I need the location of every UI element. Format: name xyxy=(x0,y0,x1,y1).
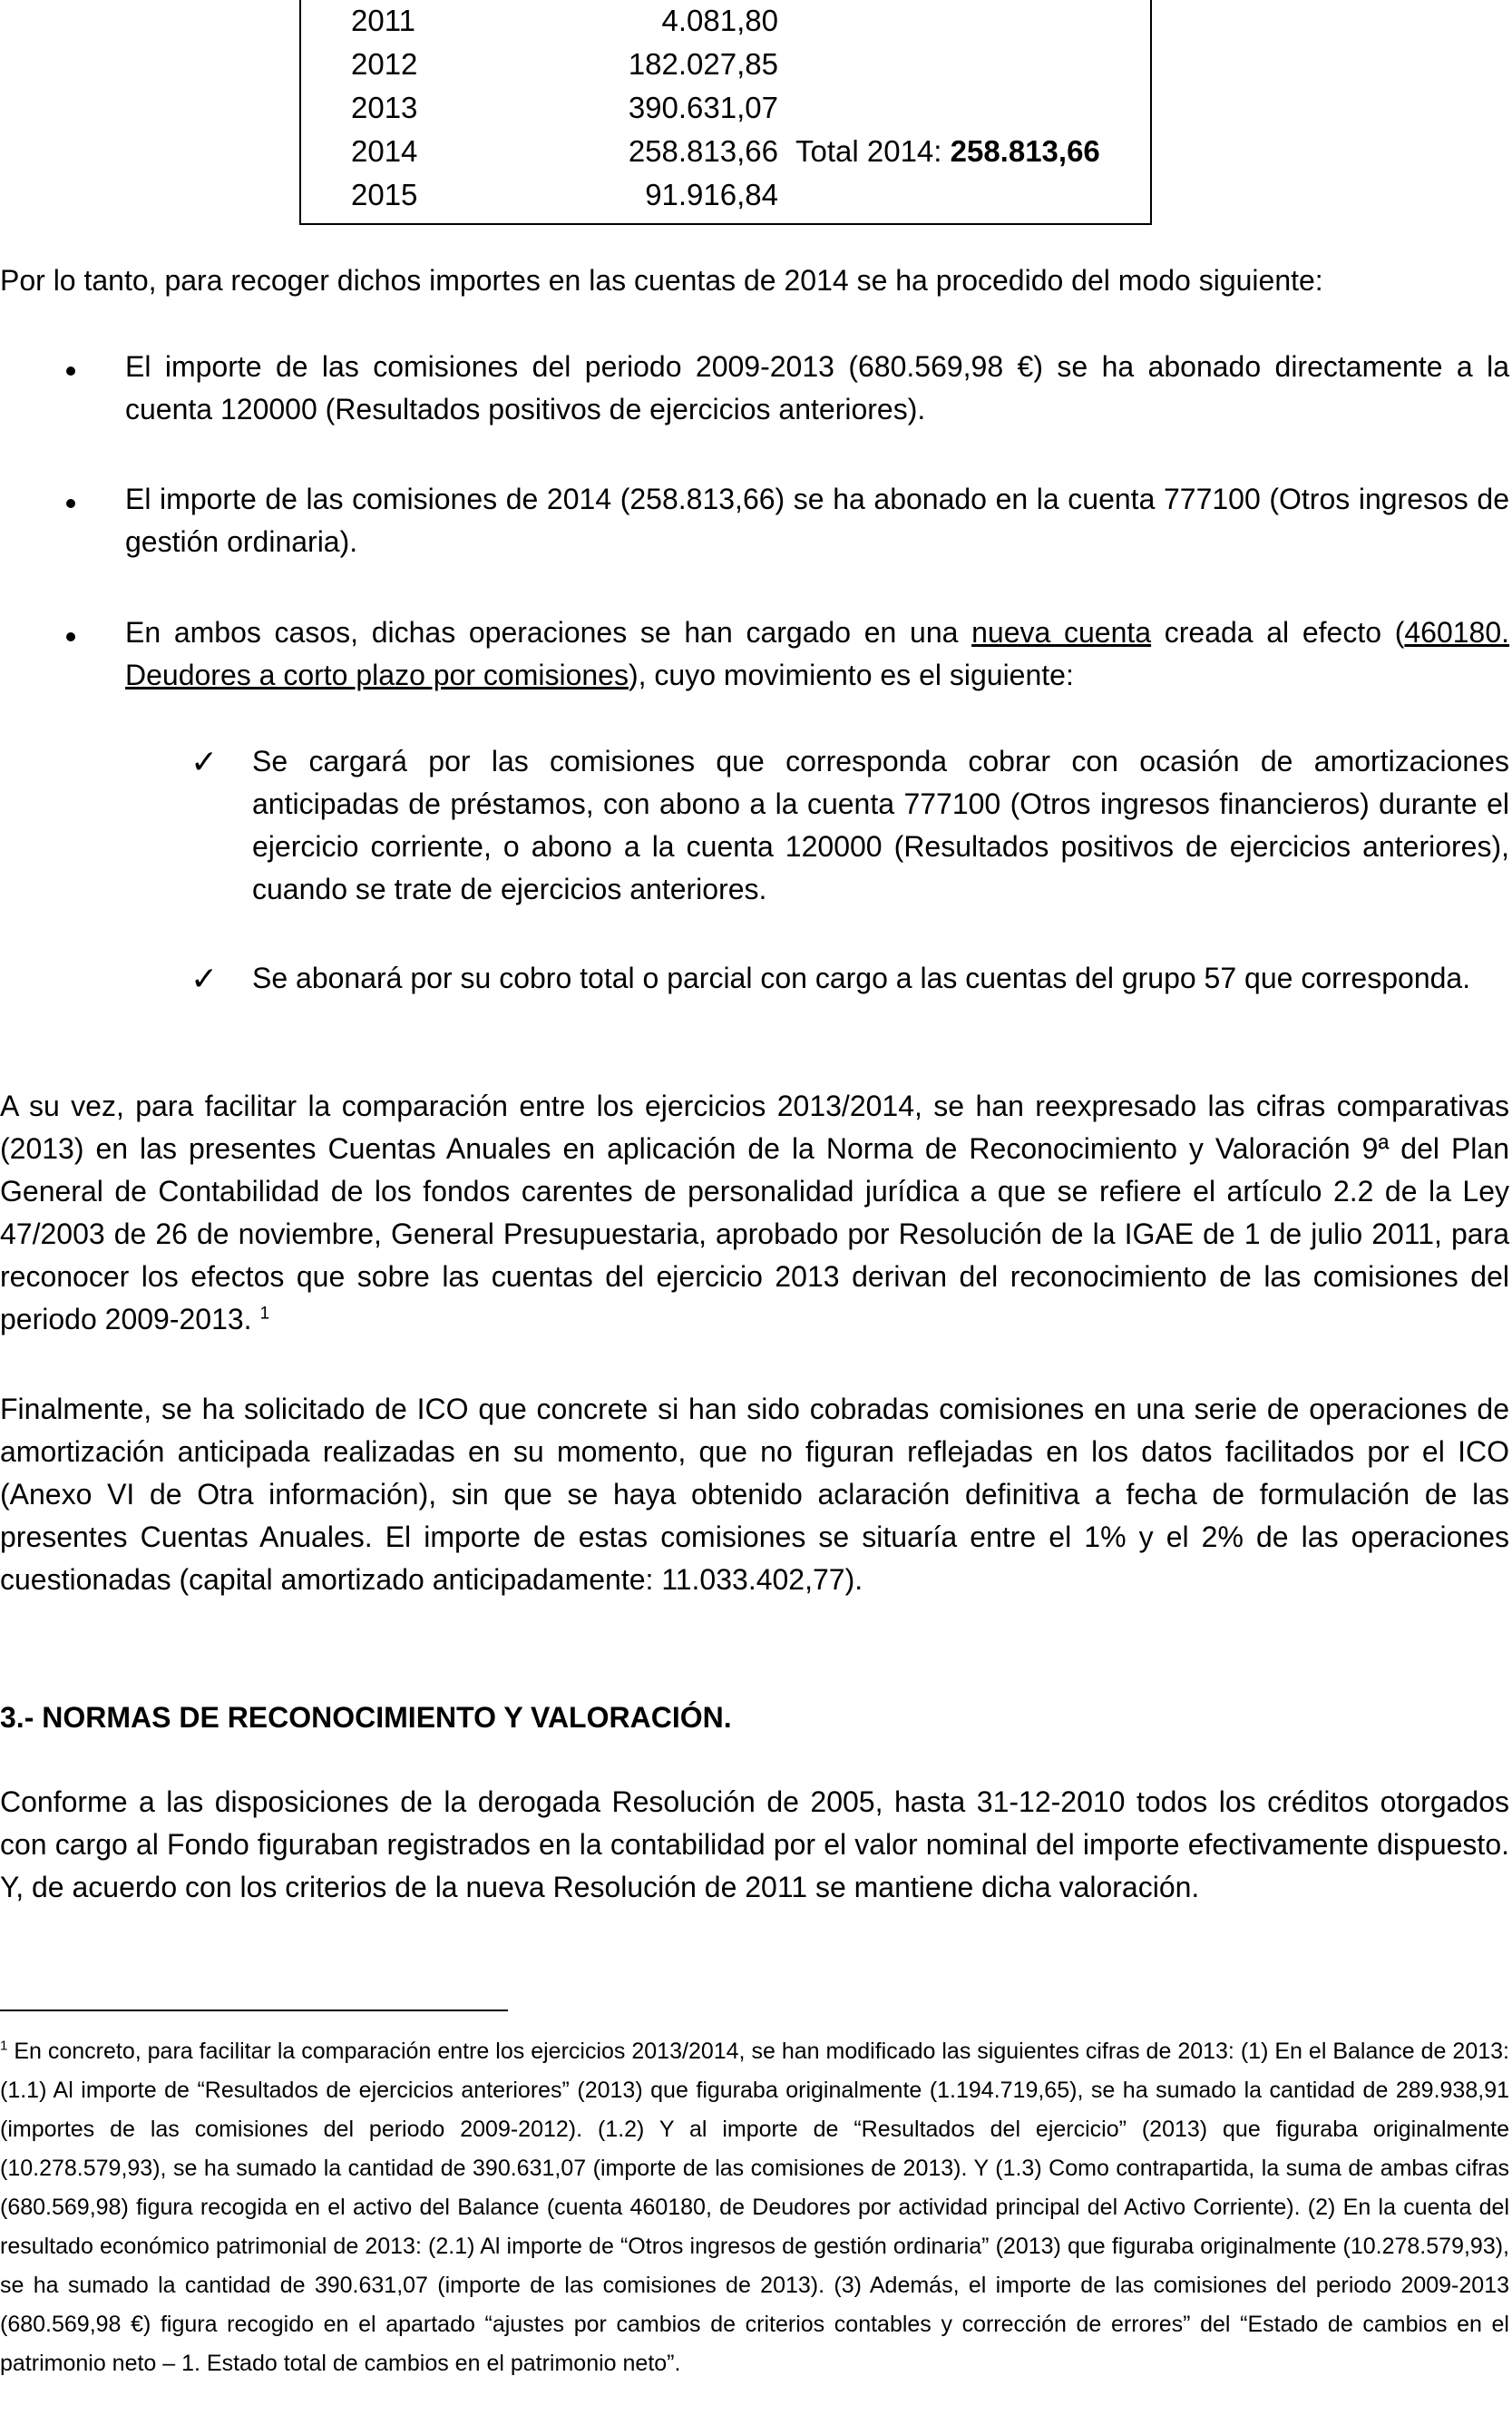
year-cell: 2013 xyxy=(351,91,418,124)
footnote xyxy=(0,2032,1509,2383)
year-cell: 2014 xyxy=(351,134,418,168)
check-item: Se abonará por su cobro total o parcial con cargo a las cuentas del grupo 57 que corresponda. xyxy=(252,962,1471,994)
amount-cell: 182.027,85 xyxy=(628,47,778,81)
total-value: 258.813,66 xyxy=(950,134,1100,168)
bullet-text: ), cuyo movimiento es el siguiente: xyxy=(628,659,1074,691)
restatement-paragraph xyxy=(0,1085,1509,1341)
table-row xyxy=(301,174,1150,218)
table-row xyxy=(301,0,1150,44)
finally-paragraph: Finalmente, se ha solicitado de ICO que concrete si han sido cobradas comisiones en una serie de operaciones de amortización anticipada realizadas en su momento, que no figuran reflejadas en los datos facilitados por el ICO (Anexo VI de Otra información), sin que se haya obtenido aclaración definitiva a fecha de formulación de las presentes Cuentas Anuales. El importe de estas comisiones se situaría entre el 1% y el 2% de las operaciones cuestionadas (capital amortizado anticipadamente: 11.033.402,77). xyxy=(0,1393,1509,1596)
total-2014 xyxy=(795,134,1100,169)
bullet-item: El importe de las comisiones de 2014 (258.813,66) se ha abonado en la cuenta 777100 (Otros ingresos de gestión ordinaria). xyxy=(125,483,1509,558)
footnote-reference: 1 xyxy=(259,1304,270,1324)
account-460180-text: 460180. Deudores a corto plazo por comisiones xyxy=(125,616,1510,691)
bullet-text: creada al efecto ( xyxy=(1151,616,1405,649)
year-cell: 2011 xyxy=(351,4,415,37)
table-row xyxy=(301,44,1150,87)
total-label: Total 2014: xyxy=(795,134,951,168)
check-item: Se cargará por las comisiones que corresponda cobrar con ocasión de amortizaciones anticipadas de préstamos, con abono a la cuenta 777100 (Otros ingresos financieros) durante el ejercicio corriente, o abono a la cuenta 120000 (Resultados positivos de ejercicios anteriores), cuando se trate de ejercicios anteriores. xyxy=(252,745,1509,905)
bullet-item: El importe de las comisiones del periodo 2009-2013 (680.569,98 €) se ha abonado directamente a la cuenta 120000 (Resultados positivos de ejercicios anteriores). xyxy=(125,350,1509,425)
restatement-text: A su vez, para facilitar la comparación entre los ejercicios 2013/2014, se han reexpresado las cifras comparativas (2013) en las presentes Cuentas Anuales en aplicación de la Norma de Reconocimiento y Valoración 9ª del Plan General de Contabilidad de los fondos carentes de personalidad jurídica a que se refiere el artículo 2.2 de la Ley 47/2003 de 26 de noviembre, General Presupuestaria, aprobado por Resolución de la IGAE de 1 de julio 2011, para reconocer los efectos que sobre las cuentas del ejercicio 2013 derivan del reconocimiento de las comisiones del periodo 2009-2013. xyxy=(0,1090,1509,1335)
amount-cell: 91.916,84 xyxy=(645,178,778,211)
year-cell: 2012 xyxy=(351,47,418,81)
amount-cell: 390.631,07 xyxy=(628,91,778,124)
footnote-text: En concreto, para facilitar la comparación entre los ejercicios 2013/2014, se han modificado las siguientes cifras de 2013: (1) En el Balance de 2013: (1.1) Al importe de “Resultados de ejercicios anteriores” (2013) que figuraba originalmente (1.194.719,65), se ha sumado la cantidad de 289.938,91 (importes de las comisiones del periodo 2009-2012). (1.2) Y al importe de “Resultados del ejercicio” (2013) que figuraba originalmente (10.278.579,93), se ha sumado la cantidad de 390.631,07 (importe de las comisiones de 2013). Y (1.3) Como contrapartida, la suma de ambas cifras (680.569,98) figura recogida en el activo del Balance (cuenta 460180, de Deudores por actividad principal del Activo Corriente). (2) En la cuenta del resultado económico patrimonial de 2013: (2.1) Al importe de “Otros ingresos de gestión ordinaria” (2013) que figuraba originalmente (10.278.579,93), se ha sumado la cantidad de 390.631,07 (importe de las comisiones de 2013). (3) Además, el importe de las comisiones del periodo 2009-2013 (680.569,98 €) figura recogido en el apartado “ajustes por cambios de criterios contables y corrección de errores” del “Estado de cambios en el patrimonio neto – 1. Estado total de cambios en el patrimonio neto”. xyxy=(0,2039,1509,2376)
intro-paragraph: Por lo tanto, para recoger dichos importes en las cuentas de 2014 se ha procedido del modo siguiente: xyxy=(0,264,1323,297)
checkmark-icon: ✓ xyxy=(190,743,219,780)
footnote-divider xyxy=(0,2010,508,2011)
bullet-icon xyxy=(66,632,75,641)
amount-cell: 4.081,80 xyxy=(661,4,778,37)
amount-cell: 258.813,66 xyxy=(628,134,778,168)
bullet-icon xyxy=(66,499,75,508)
new-account-text: nueva cuenta xyxy=(971,616,1152,649)
table-row xyxy=(301,87,1150,131)
table-row xyxy=(301,131,1150,174)
bullet-text: En ambos casos, dichas operaciones se han cargado en una xyxy=(125,616,972,649)
section-heading: 3.- NORMAS DE RECONOCIMIENTO Y VALORACIÓN. xyxy=(0,1701,732,1734)
bullet-icon xyxy=(66,367,75,376)
footnote-number: 1 xyxy=(0,2038,8,2054)
yearly-commissions-table xyxy=(299,0,1152,225)
bullet-item xyxy=(125,611,1509,697)
conforme-paragraph: Conforme a las disposiciones de la derogada Resolución de 2005, hasta 31-12-2010 todos los créditos otorgados con cargo al Fondo figuraban registrados en la contabilidad por el valor nominal del importe efectivamente dispuesto. Y, de acuerdo con los criterios de la nueva Resolución de 2011 se mantiene dicha valoración. xyxy=(0,1785,1509,1903)
year-cell: 2015 xyxy=(351,178,418,211)
checkmark-icon: ✓ xyxy=(190,960,219,997)
